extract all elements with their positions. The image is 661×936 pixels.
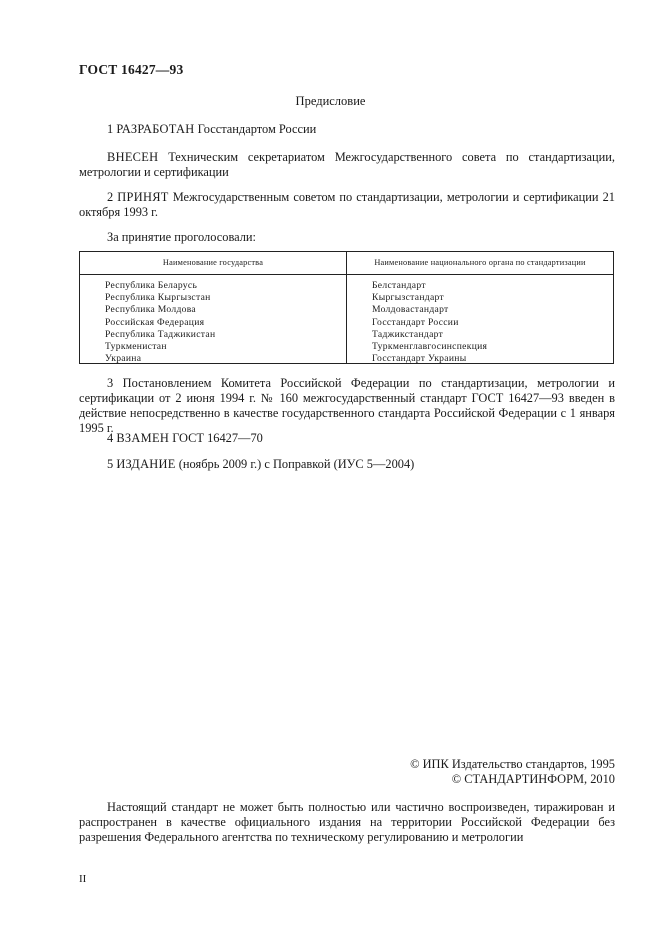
item-4-number: 4 [107, 431, 114, 445]
item-2-text: Межгосударственным советом по стандартизации, метрологии и сертификации 21 октября 1993 г. [79, 190, 615, 219]
table-column-national-bodies [372, 280, 487, 365]
page-number: II [79, 873, 87, 885]
table-column-divider [346, 252, 347, 363]
voted-label: За принятие проголосовали: [107, 230, 256, 244]
item-2-number: 2 [107, 190, 114, 204]
reproduction-notice: Настоящий стандарт не может быть полностью или частично воспроизведен, тиражирован и распространен в качестве официального издания на территории Российской Федерации без разрешения Федерального агентства по техническому регулированию и метрологии [79, 800, 615, 844]
copyright-line-2: © СТАНДАРТИНФОРМ, 2010 [451, 772, 615, 786]
item-5-text: (ноябрь 2009 г.) с Поправкой (ИУС 5—2004) [178, 457, 415, 471]
table-cell-national-body: Молдовастандарт [372, 304, 449, 316]
foreword-title: Предисловие [295, 94, 366, 108]
copyright-line-1: © ИПК Издательство стандартов, 1995 [410, 757, 615, 771]
table-header-national-body: Наименование национального органа по стандартизации [374, 258, 586, 267]
table-cell-national-body: Туркменглавгосинспекция [372, 341, 488, 353]
table-cell-national-body: Госстандарт Украины [372, 353, 467, 365]
voting-table [79, 251, 614, 364]
introduced-keyword: ВНЕСЕН [107, 150, 159, 164]
introduced-paragraph [79, 150, 615, 180]
table-cell-state: Российская Федерация [105, 316, 205, 328]
table-column-states [105, 280, 215, 365]
item-1-keyword: РАЗРАБОТАН [116, 122, 195, 136]
item-4-replaces [79, 431, 615, 446]
item-5-keyword: ИЗДАНИЕ [116, 457, 176, 471]
item-1-number: 1 [107, 122, 114, 136]
table-cell-national-body: Кыргызстандарт [372, 292, 444, 304]
item-5-edition [79, 457, 615, 472]
table-cell-national-body: Таджикстандарт [372, 328, 444, 340]
table-cell-national-body: Белстандарт [372, 280, 426, 291]
table-cell-state: Республика Кыргызстан [105, 292, 211, 304]
item-4-keyword: ВЗАМЕН [116, 431, 170, 445]
document-code-header: ГОСТ 16427—93 [79, 62, 184, 77]
table-header-state: Наименование государства [162, 258, 264, 267]
introduced-text: Техническим секретариатом Межгосударственного совета по стандартизации, метрологии и сертификации [79, 150, 615, 179]
table-cell-state: Республика Молдова [105, 304, 196, 316]
table-cell-state: Туркменистан [105, 341, 167, 353]
item-2-keyword: ПРИНЯТ [117, 190, 169, 204]
item-1-text: Госстандартом России [197, 122, 317, 136]
table-cell-state: Республика Таджикистан [105, 328, 216, 340]
item-2-adopted [79, 190, 615, 220]
table-cell-state: Республика Беларусь [105, 280, 198, 291]
item-3-enactment: 3 Постановлением Комитета Российской Федерации по стандартизации, метрологии и сертификации от 2 июня 1994 г. № 160 межгосударственный стандарт ГОСТ 16427—93 введен в действие непосредственно в качестве государственного стандарта Российской Федерации с 1 января 1995 г. [79, 376, 615, 435]
table-cell-national-body: Госстандарт России [372, 316, 459, 328]
item-1-developed [79, 122, 615, 137]
item-4-text: ГОСТ 16427—70 [172, 431, 263, 445]
table-cell-state: Украина [105, 353, 142, 365]
item-5-number: 5 [107, 457, 114, 471]
